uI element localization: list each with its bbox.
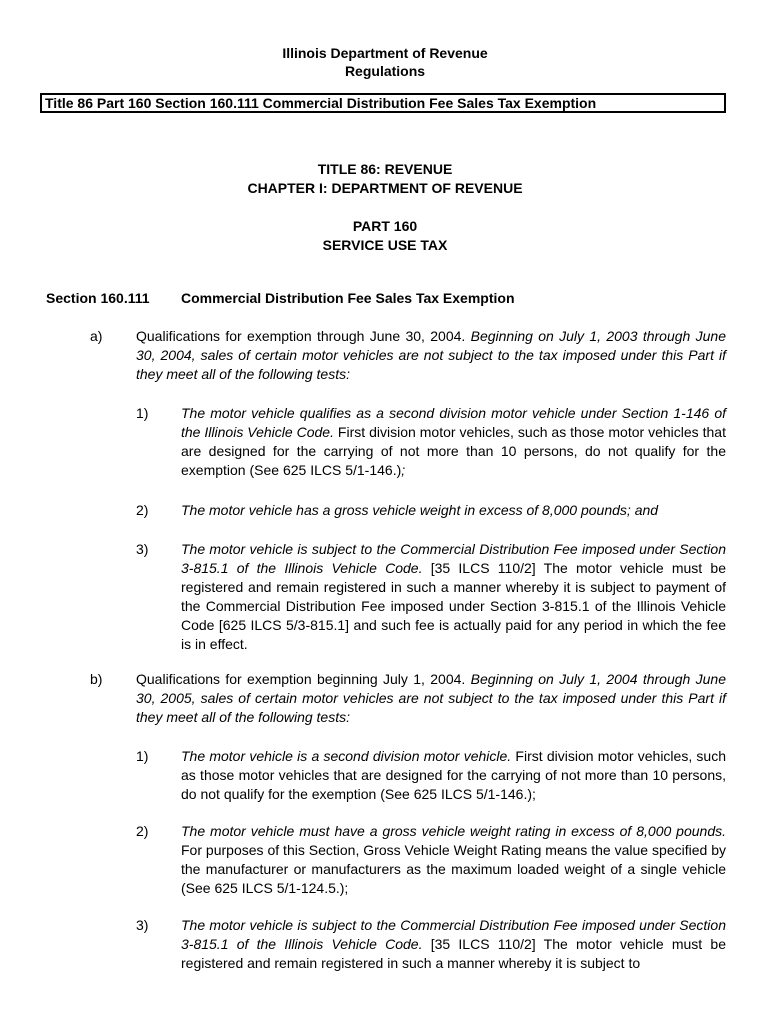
item-a3-text: The motor vehicle is subject to the Commercial Distribution Fee imposed under Section 3-815.1 of the Illinois Vehicle Code. [35 ILCS 110/2] The motor vehicle must be registered and remain registered in such a manner whereby it is subject to payment of the Commercial Distribution Fee imposed under Section 3-815.1 of the Illinois Vehicle Code [625 ILCS 5/3-815.1] and such fee is actually paid for any period in which the fee is in effect. (181, 541, 727, 652)
document-type: Regulations (344, 63, 426, 79)
item-a2-label: 2) (136, 502, 149, 518)
subsection-a-label: a) (90, 328, 103, 344)
item-a3-label: 3) (136, 541, 149, 557)
agency-name: Illinois Department of Revenue (282, 45, 488, 61)
chapter-heading: CHAPTER I: DEPARTMENT OF REVENUE (247, 180, 523, 196)
item-b3-label: 3) (136, 917, 149, 933)
item-a1-label: 1) (136, 405, 149, 421)
item-a1-text: The motor vehicle qualifies as a second division motor vehicle under Section 1-146 of the Illinois Vehicle Code. First division motor vehicles, such as those motor vehicles that are designed for the carrying of not more than 10 persons, do not qualify for the exemption (See 625 ILCS 5/1-146.); (181, 405, 726, 478)
item-a2-text: The motor vehicle has a gross vehicle weight in excess of 8,000 pounds; and (181, 502, 659, 518)
section-number: Section 160.111 (46, 290, 150, 306)
item-b3-text: The motor vehicle is subject to the Commercial Distribution Fee imposed under Section 3-815.1 of the Illinois Vehicle Code. [35 ILCS 110/2] The motor vehicle must be registered and remain registered in such a manner whereby it is subject to (181, 917, 727, 971)
part-name-heading: SERVICE USE TAX (322, 237, 448, 253)
title-bar: Title 86 Part 160 Section 160.111 Commercial Distribution Fee Sales Tax Exemption (40, 93, 726, 113)
item-b1-label: 1) (136, 748, 149, 764)
subsection-b-intro: Qualifications for exemption beginning July 1, 2004. Beginning on July 1, 2004 through June 30, 2005, sales of certain motor vehicles are not subject to the tax imposed under this Part if they meet all of the following tests: (136, 671, 726, 725)
part-heading: PART 160 (352, 218, 418, 234)
subsection-b-label: b) (90, 671, 103, 687)
item-b2-label: 2) (136, 823, 149, 839)
item-b2-text: The motor vehicle must have a gross vehicle weight rating in excess of 8,000 pounds. For purposes of this Section, Gross Vehicle Weight Rating means the value specified by the manufacturer or manufacturers as the maximum loaded weight of a single vehicle (See 625 ILCS 5/1-124.5.); (181, 823, 726, 896)
title-heading: TITLE 86: REVENUE (317, 161, 453, 177)
section-title: Commercial Distribution Fee Sales Tax Exemption (181, 290, 515, 306)
subsection-a-intro: Qualifications for exemption through June 30, 2004. Beginning on July 1, 2003 through June 30, 2004, sales of certain motor vehicles are not subject to the tax imposed under this Part if they meet all of the following tests: (136, 328, 726, 382)
item-b1-text: The motor vehicle is a second division motor vehicle. First division motor vehicles, such as those motor vehicles that are designed for the carrying of not more than 10 persons, do not qualify for the exemption (See 625 ILCS 5/1-146.); (181, 748, 727, 802)
